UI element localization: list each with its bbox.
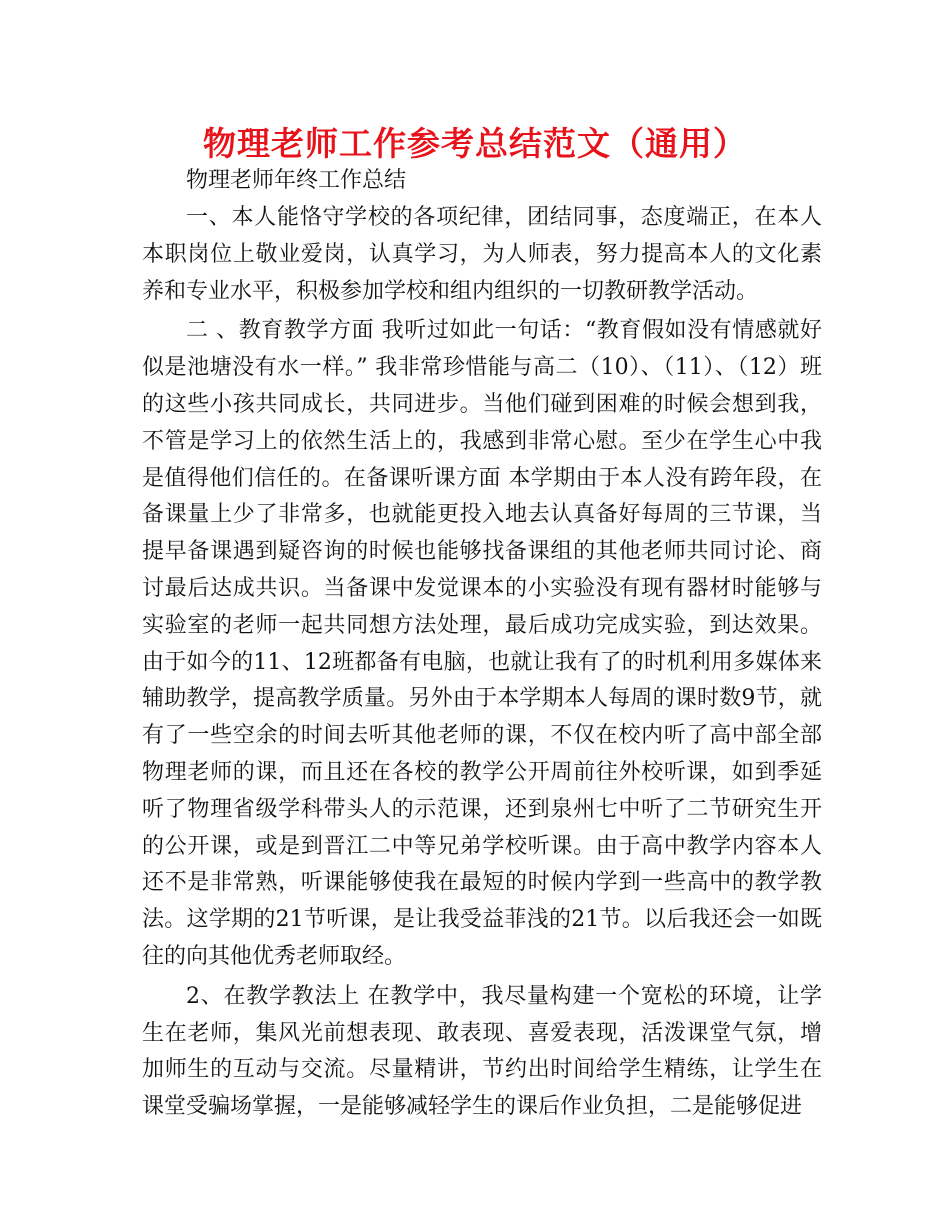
paragraph-teaching: 二 、教育教学方面 我听过如此一句话：“教育假如没有情感就好似是池塘没有水一样。” 我非常珍惜能与高二（10）、（11）、（12）班的这些小孩共同成长，共同进步。当他们碰到困难的时候会想到我，不管是学习上的依然生活上的，我感到非常心慰。至少在学生心中我是值得他们信任的。在备课听课方面 本学期由于本人没有跨年段，在备课量上少了非常多，也就能更投入地去认真备好每周的三节课，当提早备课遇到疑咨询的时候也能够找备课组的其他老师共同讨论、商讨最后达成共识。当备课中发觉课本的小实验没有现有器材时能够与实验室的老师一起共同想方法处理，最后成功完成实验，到达效果。由于如今的11、12班都备有电脑，也就让我有了的时机利用多媒体来辅助教学，提高教学质量。另外由于本学期本人每周的课时数9节，就有了一些空余的时间去听其他老师的课，不仅在校内听了高中部全部物理老师的课，而且还在各校的教学公开周前往外校听课，如到季延听了物理省级学科带头人的示范课，还到泉州七中听了二节研究生开的公开课，或是到晋江二中等兄弟学校听课。由于高中教学内容本人还不是非常熟，听课能够使我在最短的时候内学到一些高中的教学教法。这学期的21节听课，是让我受益菲浅的21节。以后我还会一如既往的向其他优秀老师取经。: [142, 318, 822, 969]
document-subtitle: 物理老师年终工作总结: [186, 168, 407, 193]
paragraph-discipline: 一、本人能恪守学校的各项纪律，团结同事，态度端正，在本人本职岗位上敬业爱岗，认真学习，为人师表，努力提高本人的文化素养和专业水平，积极参加学校和组内组织的一切教研教学活动。: [142, 205, 822, 304]
document-title: 物理老师工作参考总结范文（通用）: [203, 124, 747, 163]
document-body: [142, 162, 822, 1126]
paragraph-methods: 2、在教学教法上 在教学中，我尽量构建一个宽松的环境，让学生在老师，集风光前想表现、敢表现、喜爱表现，活泼课堂气氛，增加师生的互动与交流。尽量精讲，节约出时间给学生精练，让学生在课堂受骗场掌握，一是能够减轻学生的课后作业负担，二是能够促进: [142, 983, 822, 1120]
